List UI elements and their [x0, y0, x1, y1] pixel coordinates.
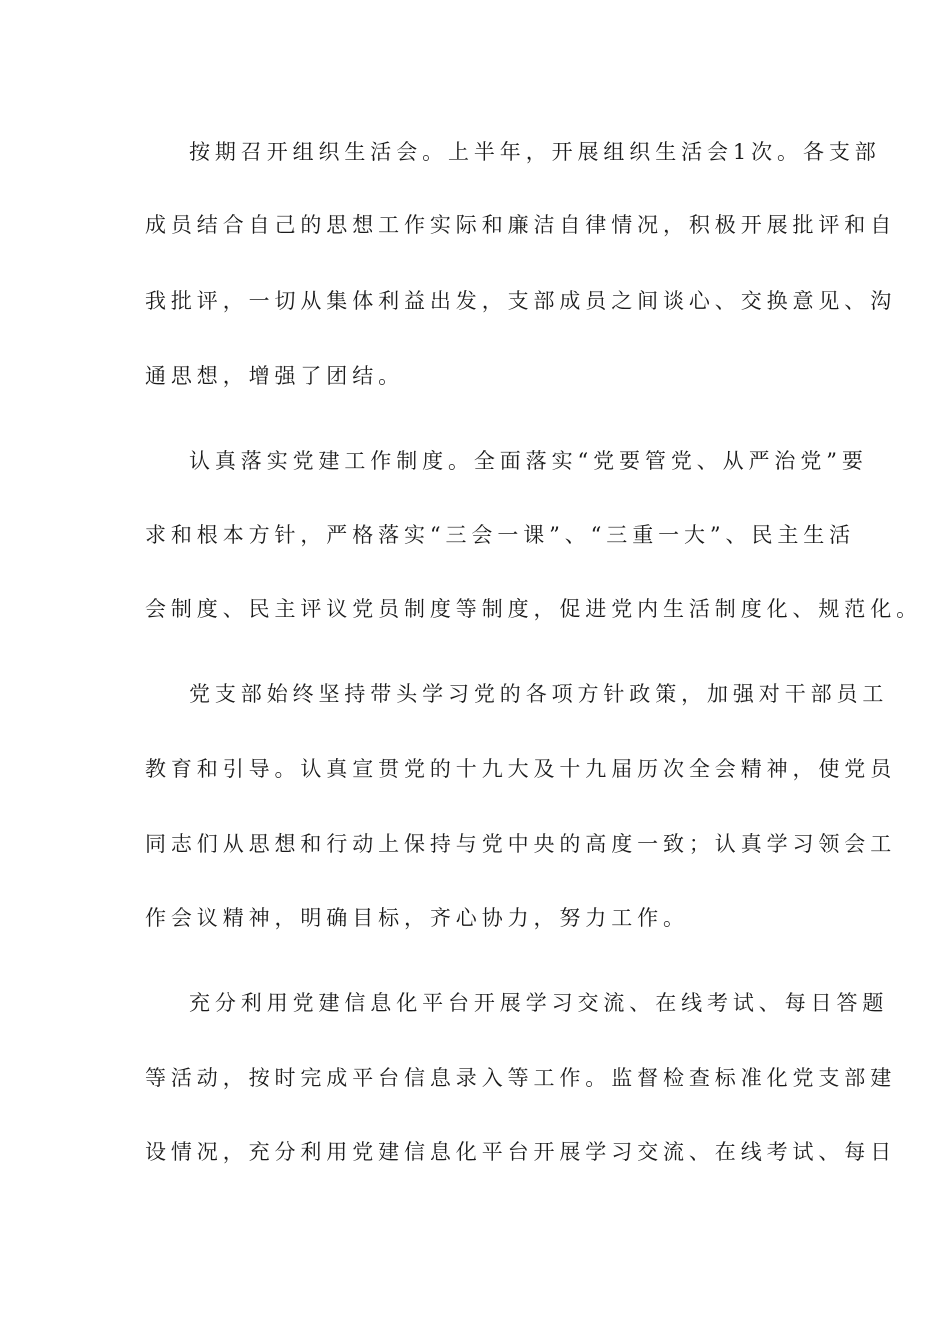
paragraph-1-line-3: 我批评，一切从集体利益出发，支部成员之间谈心、交换意见、沟 — [145, 289, 897, 313]
paragraph-2-line-1: 认真落实党建工作制度。全面落实“党要管党、从严治党”要 — [189, 449, 868, 473]
paragraph-2-line-2: 求和根本方针，严格落实“三会一课”、“三重一大”、民主生活 — [145, 523, 856, 547]
paragraph-4-line-2: 等活动，按时完成平台信息录入等工作。监督检查标准化党支部建 — [145, 1066, 897, 1090]
paragraph-3-line-2: 教育和引导。认真宣贯党的十九大及十九届历次全会精神，使党员 — [145, 757, 897, 781]
paragraph-1-line-1: 按期召开组织生活会。上半年，开展组织生活会1次。各支部 — [189, 140, 881, 164]
paragraph-3-line-1: 党支部始终坚持带头学习党的各项方针政策，加强对干部员工 — [189, 682, 889, 706]
paragraph-1-line-4: 通思想，增强了团结。 — [145, 364, 404, 388]
paragraph-4-line-3: 设情况，充分利用党建信息化平台开展学习交流、在线考试、每日 — [145, 1140, 897, 1164]
paragraph-1-line-2: 成员结合自己的思想工作实际和廉洁自律情况，积极开展批评和自 — [145, 213, 897, 237]
paragraph-3-line-3: 同志们从思想和行动上保持与党中央的高度一致；认真学习领会工 — [145, 832, 897, 856]
paragraph-2-line-3: 会制度、民主评议党员制度等制度，促进党内生活制度化、规范化。 — [145, 597, 922, 621]
paragraph-4-line-1: 充分利用党建信息化平台开展学习交流、在线考试、每日答题 — [189, 991, 889, 1015]
paragraph-3-line-4: 作会议精神，明确目标，齐心协力，努力工作。 — [145, 906, 689, 930]
